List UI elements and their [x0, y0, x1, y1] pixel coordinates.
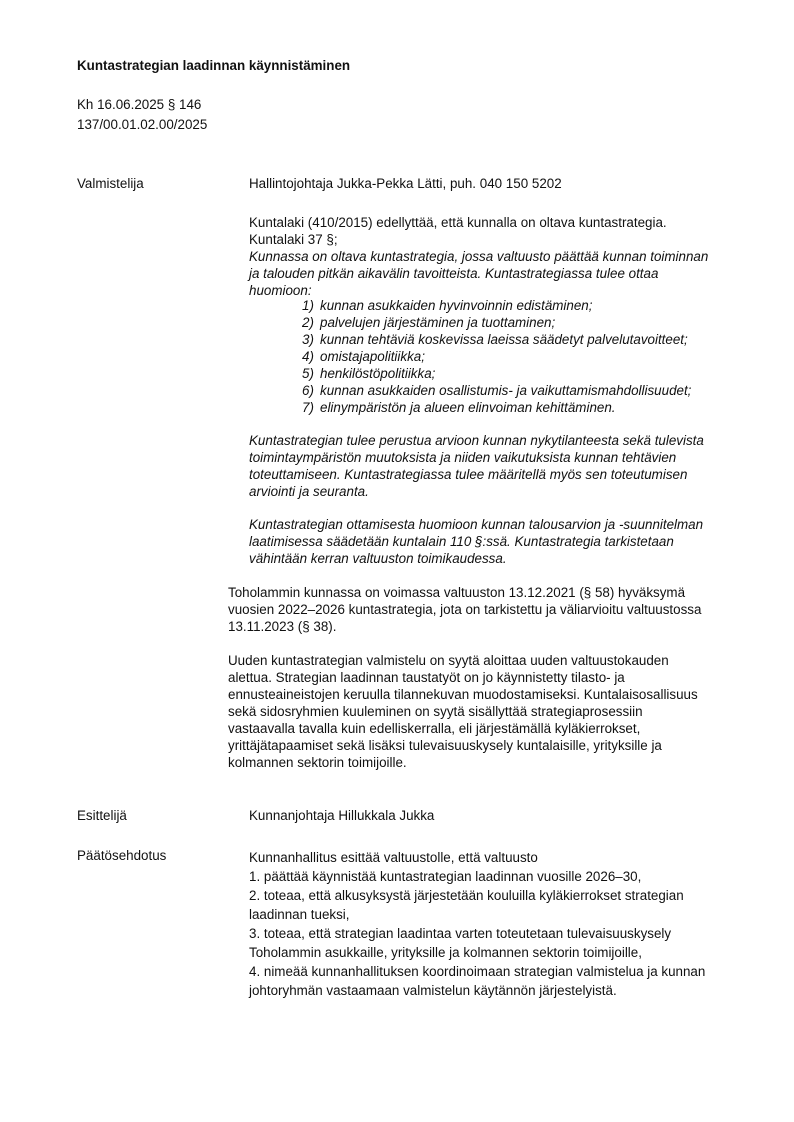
law-intro — [249, 214, 667, 248]
valmistelija-label: Valmistelija — [77, 176, 144, 191]
list-text: palvelujen järjestäminen ja tuottaminen; — [320, 315, 556, 330]
list-text: henkilöstöpolitiikka; — [320, 366, 436, 381]
body-paragraph-1 — [228, 584, 701, 635]
list-text: omistajapolitiikka; — [320, 349, 425, 364]
list-item — [302, 297, 691, 314]
proposal-line: 1. päättää käynnistää kuntastrategian laadinnan vuosille 2026–30, — [249, 869, 642, 884]
proposal-line: johtoryhmän vastaamaan valmistelun käytännön järjestelyistä. — [249, 983, 617, 998]
list-number: 6) — [302, 383, 314, 398]
body-line: alettua. Strategian laadinnan taustatyöt on jo käynnistetty tilasto- ja — [228, 670, 625, 685]
law-quote-line: vähintään kerran valtuuston toimikaudessa. — [249, 551, 507, 566]
list-item — [302, 382, 691, 399]
proposal-line: Toholammin asukkaille, yrityksille ja kolmannen sektorin toimijoille, — [249, 945, 642, 960]
law-quote-paragraph-3 — [249, 516, 703, 567]
list-item — [302, 348, 691, 365]
body-line: vastaavalla tavalla kuin edelliskerralla, eli järjestämällä kyläkierrokset, — [228, 721, 641, 736]
body-line: ennusteaineistojen keruulla tilannekuvan muodostamiseksi. Kuntalaisosallisuus — [228, 687, 698, 702]
list-number: 7) — [302, 400, 314, 415]
body-line: vuosien 2022–2026 kuntastrategia, jota on tarkistettu ja väliarvioitu valtuustossa — [228, 602, 702, 617]
list-number: 4) — [302, 349, 314, 364]
law-quote-line: Kuntastrategian ottamisesta huomioon kunnan talousarvion ja -suunnitelman — [249, 517, 704, 532]
law-quote-line: Kunnassa on oltava kuntastrategia, jossa valtuusto päättää kunnan toiminnan — [249, 249, 709, 264]
proposal-line: 4. nimeää kunnanhallituksen koordinoimaan strategian valmistelua ja kunnan — [249, 964, 706, 979]
esittelija-value: Kunnanjohtaja Hillukkala Jukka — [249, 808, 435, 823]
law-quote-list — [302, 297, 691, 416]
list-item — [302, 331, 691, 348]
list-number: 3) — [302, 332, 314, 347]
case-number: 137/00.01.02.00/2025 — [77, 117, 208, 132]
body-line: Toholammin kunnassa on voimassa valtuuston 13.12.2021 (§ 58) hyväksymä — [228, 585, 686, 600]
list-text: kunnan asukkaiden hyvinvoinnin edistäminen; — [320, 298, 593, 313]
body-line: yrittäjätapaamiset sekä lisäksi tulevaisuuskysely kuntalaisille, yrityksille ja — [228, 738, 662, 753]
body-line: kolmannen sektorin toimijoille. — [228, 755, 407, 770]
body-line: sekä sidosryhmien kuuleminen on syytä sisällyttää strategiaprosessiin — [228, 704, 643, 719]
paatosehdotus-text — [249, 848, 705, 1000]
law-intro-line: Kuntalaki (410/2015) edellyttää, että kunnalla on oltava kuntastrategia. — [249, 215, 667, 230]
list-text: elinympäristön ja alueen elinvoiman kehittäminen. — [320, 400, 616, 415]
list-text: kunnan asukkaiden osallistumis- ja vaikuttamismahdollisuudet; — [320, 383, 692, 398]
law-quote-line: laatimisessa säädetään kuntalain 110 §:ssä. Kuntastrategia tarkistetaan — [249, 534, 674, 549]
list-number: 1) — [302, 298, 314, 313]
proposal-line: 3. toteaa, että strategian laadintaa varten toteutetaan tulevaisuuskysely — [249, 926, 672, 941]
body-line: 13.11.2023 (§ 38). — [228, 619, 337, 634]
esittelija-label: Esittelijä — [77, 808, 127, 823]
document-title: Kuntastrategian laadinnan käynnistäminen — [77, 58, 351, 73]
law-quote-line: huomioon: — [249, 283, 312, 298]
law-intro-line: Kuntalaki 37 §; — [249, 232, 338, 247]
law-quote-paragraph-2 — [249, 432, 704, 500]
list-item — [302, 314, 691, 331]
body-paragraph-2 — [228, 652, 698, 771]
law-quote-line: Kuntastrategian tulee perustua arvioon kunnan nykytilanteesta sekä tulevista — [249, 433, 704, 448]
law-quote-line: arviointi ja seuranta. — [249, 484, 369, 499]
valmistelija-value: Hallintojohtaja Jukka-Pekka Lätti, puh. 040 150 5202 — [249, 176, 562, 191]
paatosehdotus-label: Päätösehdotus — [77, 848, 167, 863]
law-quote-line: toimintaympäristön muutoksista ja niiden vaikutuksista kunnan tehtävien — [249, 450, 677, 465]
proposal-line: Kunnanhallitus esittää valtuustolle, että valtuusto — [249, 850, 538, 865]
list-item — [302, 399, 691, 416]
meeting-reference: Kh 16.06.2025 § 146 — [77, 97, 202, 112]
law-quote-line: ja talouden pitkän aikavälin tavoitteista. Kuntastrategiassa tulee ottaa — [249, 266, 659, 281]
law-quote-paragraph — [249, 248, 708, 299]
list-text: kunnan tehtäviä koskevissa laeissa säädetyt palvelutavoitteet; — [320, 332, 688, 347]
proposal-line: 2. toteaa, että alkusyksystä järjestetään kouluilla kyläkierrokset strategian — [249, 888, 684, 903]
law-quote-line: toteuttamiseen. Kuntastrategiassa tulee määritellä myös sen toteutumisen — [249, 467, 688, 482]
list-number: 5) — [302, 366, 314, 381]
list-item — [302, 365, 691, 382]
proposal-line: laadinnan tueksi, — [249, 907, 350, 922]
list-number: 2) — [302, 315, 314, 330]
body-line: Uuden kuntastrategian valmistelu on syytä aloittaa uuden valtuustokauden — [228, 653, 669, 668]
